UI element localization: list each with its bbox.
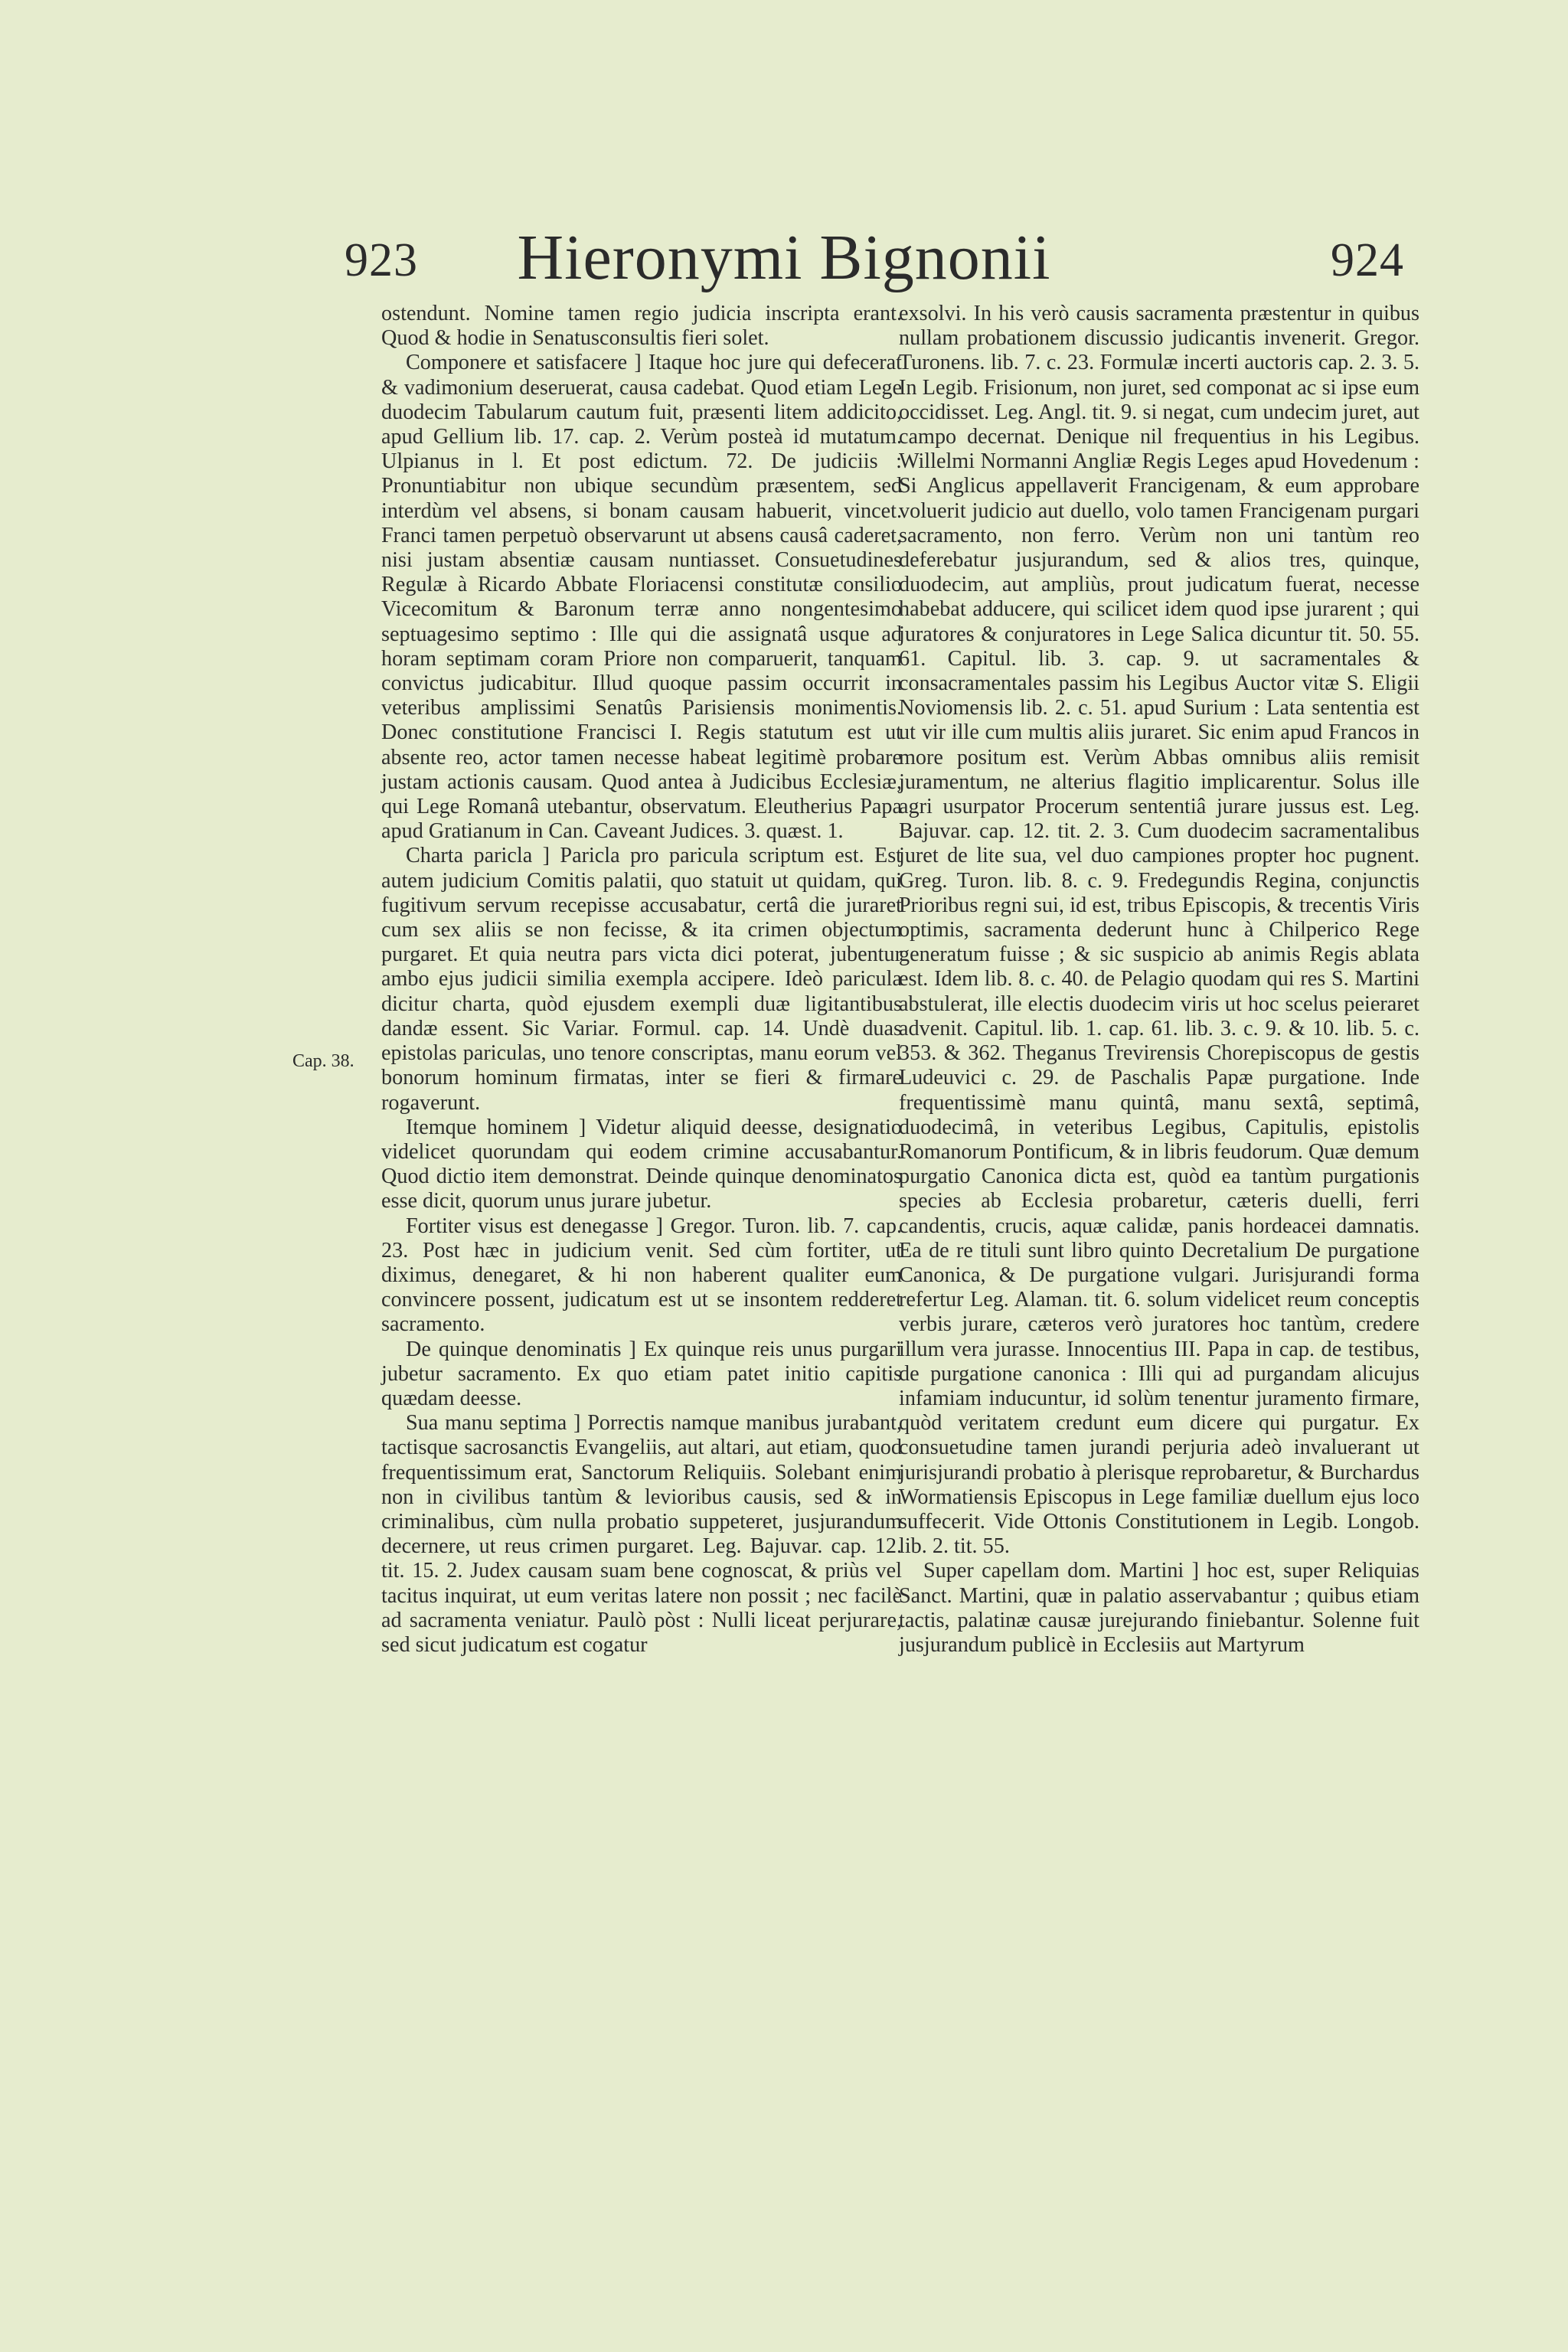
paragraph: De quinque denominatis ] Ex quinque reis unus purgari jubetur sacramento. Ex quo etiam patet initio capitis quædam deesse. xyxy=(381,1337,902,1410)
paragraph: Charta paricla ] Paricla pro paricula scriptum est. Est autem judicium Comitis palatii, quo statuit ut quidam, qui fugitivum servum recepisse accusabatur, certâ die juraret cum sex aliis se non fecisse, & ita crimen objectum purgaret. Et quia neutra pars victa dici poterat, jubentur ambo ejus judicii similia exempla accipere. Ideò paricula dicitur charta, quòd ejusdem exempli duæ ligitantibus dandæ essent. Sic Variar. Formul. cap. 14. Undè duas epistolas pariculas, uno tenore conscriptas, manu eorum vel bonorum hominum firmatas, inter se fieri & firmare rogaverunt. xyxy=(381,844,902,1115)
paragraph: Sua manu septima ] Porrectis namque manibus jurabant, tactisque sacrosanctis Evangeliis, aut altari, aut etiam, quod frequentissimum erat, Sanctorum Reliquiis. Solebant enim non in civilibus tantùm & levioribus causis, sed & in criminalibus, cùm nulla probatio suppeteret, jusjurandum decernere, ut reus crimen purgaret. Leg. Bajuvar. cap. 12. tit. 15. 2. Judex causam suam bene cognoscat, & priùs vel tacitus inquirat, ut eum veritas latere non possit ; nec facilè ad sacramenta veniatur. Paulò pòst : Nulli liceat perjurare, sed sicut judicatum est cogatur xyxy=(381,1411,902,1657)
running-title: Hieronymi Bignonii xyxy=(517,222,1051,293)
margin-note: Cap. 38. xyxy=(292,1051,354,1071)
left-column xyxy=(381,302,902,1658)
paragraph: exsolvi. In his verò causis sacramenta præstentur in quibus nullam probationem discussio judicantis invenerit. Gregor. Turonens. lib. 7. c. 23. Formulæ incerti auctoris cap. 2. 3. 5. In Legib. Frisionum, non juret, sed componat ac si ipse eum occidisset. Leg. Angl. tit. 9. si negat, cum undecim juret, aut campo decernat. Denique nil frequentius in his Legibus. Willelmi Normanni Angliæ Regis Leges apud Hovedenum : Si Anglicus appellaverit Francigenam, & eum approbare voluerit judicio aut duello, volo tamen Francigenam purgari sacramento, non ferro. Verùm non uni tantùm reo deferebatur jusjurandum, sed & alios tres, quinque, duodecim, aut ampliùs, prout judicatum fuerat, necesse habebat adducere, qui scilicet idem quod ipse jurarent ; qui juratores & conjuratores in Lege Salica dicuntur tit. 50. 55. 61. Capitul. lib. 3. cap. 9. ut sacramentales & consacramentales passim his Legibus Auctor vitæ S. Eligii Noviomensis lib. 2. c. 51. apud Surium : Lata sententia est ut vir ille cum multis aliis juraret. Sic enim apud Francos in more positum est. Verùm Abbas omnibus aliis remisit juramentum, ne alterius flagitio implicarentur. Solus ille agri usurpator Procerum sententiâ jurare jussus est. Leg. Bajuvar. cap. 12. tit. 2. 3. Cum duodecim sacramentalibus juret de lite sua, vel duo campiones propter hoc pugnent. Greg. Turon. lib. 8. c. 9. Fredegundis Regina, conjunctis Prioribus regni sui, id est, tribus Episcopis, & trecentis Viris optimis, sacramenta dederunt hunc à Chilperico Rege generatum fuisse ; & sic suspicio ab animis Regis ablata est. Idem lib. 8. c. 40. de Pelagio quodam qui res S. Martini abstulerat, ille electis duodecim viris ut hoc scelus peieraret advenit. Capitul. lib. 1. cap. 61. lib. 3. c. 9. & 10. lib. 5. c. 353. & 362. Theganus Trevirensis Chorepiscopus de gestis Ludeuvici c. 29. de Paschalis Papæ purgatione. Inde frequentissimè manu quintâ, manu sextâ, septimâ, duodecimâ, in veteribus Legibus, Capitulis, epistolis Romanorum Pontificum, & in libris feudorum. Quæ demum purgatio Canonica dicta est, quòd ea tantùm purgationis species ab Ecclesia probaretur, cæteris duelli, ferri candentis, crucis, aquæ calidæ, panis hordeacei damnatis. Ea de re tituli sunt libro quinto Decretalium De purgatione Canonica, & De purgatione vulgari. Jurisjurandi forma refertur Leg. Alaman. tit. 6. solum videlicet reum conceptis verbis jurare, cæteros verò juratores hoc tantùm, credere illum vera jurasse. Innocentius III. Papa in cap. de testibus, de purgatione canonica : Illi qui ad purgandam alicujus infamiam inducuntur, id solùm tenentur juramento firmare, quòd veritatem credunt eum dicere qui purgatur. Ex consuetudine tamen jurandi perjuria adeò invaluerant ut jurisjurandi probatio à plerisque reprobaretur, & Burchardus Wormatiensis Episcopus in Lege familiæ duellum ejus loco suffecerit. Vide Ottonis Constitutionem in Legib. Longob. lib. 2. tit. 55. xyxy=(899,302,1419,1559)
page-number-right: 924 xyxy=(1331,234,1404,286)
page-number-left: 923 xyxy=(345,234,418,286)
paragraph: Super capellam dom. Martini ] hoc est, super Reliquias Sanct. Martini, quæ in palatio asservabantur ; quibus etiam tactis, palatinæ causæ jurejurando finiebantur. Solenne fuit jusjurandum publicè in Ecclesiis aut Martyrum xyxy=(899,1559,1419,1657)
paragraph: ostendunt. Nomine tamen regio judicia inscripta erant. Quod & hodie in Senatusconsultis fieri solet. xyxy=(381,302,902,351)
paragraph: Itemque hominem ] Videtur aliquid deesse, designatio videlicet quorundam qui eodem crimine accusabantur. Quod dictio item demonstrat. Deinde quinque denominatos esse dicit, quorum unus jurare jubetur. xyxy=(381,1115,902,1214)
paragraph: Componere et satisfacere ] Itaque hoc jure qui defecerat & vadimonium deseruerat, causa cadebat. Quod etiam Lege duodecim Tabularum cautum fuit, præsenti litem addicito, apud Gellium lib. 17. cap. 2. Verùm posteà id mutatum. Ulpianus in l. Et post edictum. 72. De judiciis : Pronuntiabitur non ubique secundùm præsentem, sed interdùm vel absens, si bonam causam habuerit, vincet. Franci tamen perpetuò observarunt ut absens causâ caderet, nisi justam absentiæ causam nuntiasset. Consuetudines Regulæ à Ricardo Abbate Floriacensi constitutæ consilio Vicecomitum & Baronum terræ anno nongentesimo septuagesimo septimo : Ille qui die assignatâ usque ad horam septimam coram Priore non comparuerit, tanquam convictus judicabitur. Illud quoque passim occurrit in veteribus amplissimi Senatûs Parisiensis monimentis. Donec constitutione Francisci I. Regis statutum est ut absente reo, actor tamen necesse habeat legitimè probare justam actionis causam. Quod antea à Judicibus Ecclesiæ, qui Lege Romanâ utebantur, observatum. Eleutherius Papa apud Gratianum in Can. Caveant Judices. 3. quæst. 1. xyxy=(381,351,902,844)
paragraph: Fortiter visus est denegasse ] Gregor. Turon. lib. 7. cap. 23. Post hæc in judicium venit. Sed cùm fortiter, ut diximus, denegaret, & hi non haberent qualiter eum convincere possent, judicatum est ut se insontem redderet sacramento. xyxy=(381,1214,902,1337)
right-column xyxy=(899,302,1419,1658)
